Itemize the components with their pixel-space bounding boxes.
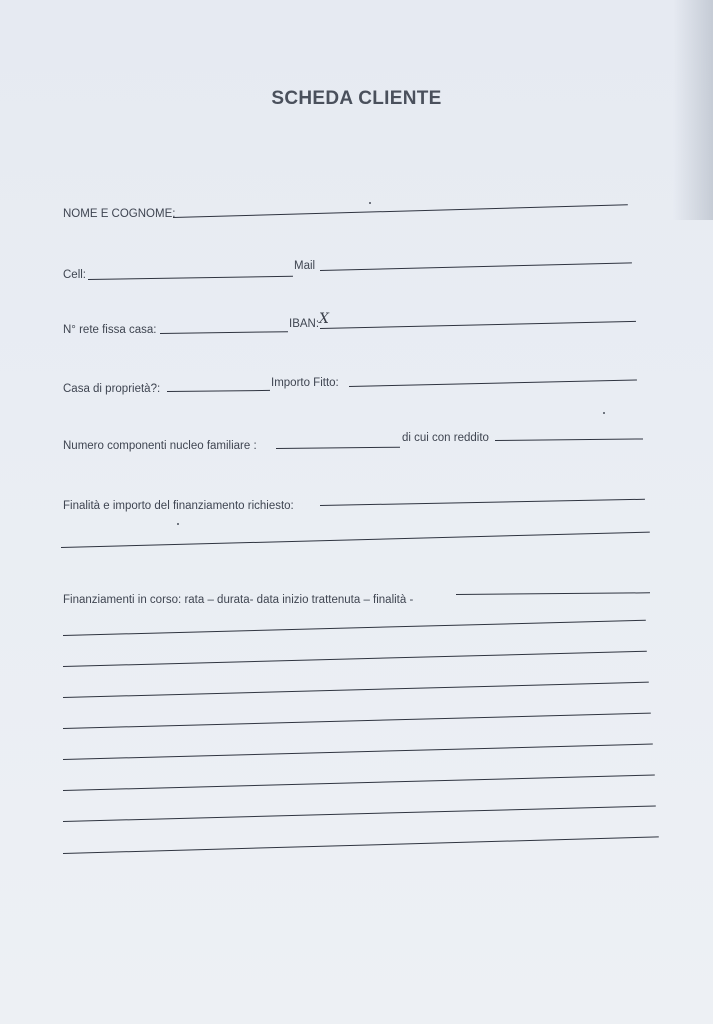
finanziamenti-line-2[interactable] xyxy=(63,620,646,636)
finalita-label: Finalità e importo del finanziamento richiesto: xyxy=(63,500,294,512)
mail-line[interactable] xyxy=(320,262,632,271)
nome-line[interactable] xyxy=(173,204,628,218)
finanziamenti-line-8[interactable] xyxy=(63,805,656,822)
ink-dot xyxy=(603,412,605,414)
finanziamenti-label: Finanziamenti in corso: rata – durata- data inizio trattenuta – finalità - xyxy=(63,594,414,606)
cell-line[interactable] xyxy=(88,276,293,280)
reddito-line[interactable] xyxy=(495,438,643,441)
casa-label: Casa di proprietà?: xyxy=(63,383,161,395)
fitto-line[interactable] xyxy=(349,379,637,387)
iban-line[interactable] xyxy=(320,321,636,329)
componenti-line[interactable] xyxy=(276,447,400,449)
finanziamenti-line-9[interactable] xyxy=(63,836,659,854)
iban-label: IBAN: xyxy=(289,318,320,330)
mail-label: Mail xyxy=(294,260,316,272)
finanziamenti-line-4[interactable] xyxy=(63,682,649,698)
finanziamenti-line-3[interactable] xyxy=(63,651,647,667)
finalita-line-2[interactable] xyxy=(61,532,650,548)
form-title: SCHEDA CLIENTE xyxy=(271,88,442,109)
ink-dot xyxy=(369,202,371,204)
finalita-line-1[interactable] xyxy=(320,499,645,506)
nome-label: NOME E COGNOME: xyxy=(63,208,176,220)
rete-fissa-label: N° rete fissa casa: xyxy=(63,324,157,336)
page-edge-shadow xyxy=(673,0,713,220)
rete-fissa-line[interactable] xyxy=(160,331,288,334)
finanziamenti-line-6[interactable] xyxy=(63,744,653,760)
casa-line[interactable] xyxy=(167,390,270,392)
componenti-label: Numero componenti nucleo familiare : xyxy=(63,440,257,452)
finanziamenti-line-1[interactable] xyxy=(456,592,650,595)
finanziamenti-line-5[interactable] xyxy=(63,713,651,729)
finanziamenti-line-7[interactable] xyxy=(63,775,655,791)
handwritten-mark: X xyxy=(319,311,329,327)
fitto-label: Importo Fitto: xyxy=(271,377,339,389)
reddito-label: di cui con reddito xyxy=(402,432,489,444)
cell-label: Cell: xyxy=(63,269,87,281)
ink-dot xyxy=(177,523,179,525)
